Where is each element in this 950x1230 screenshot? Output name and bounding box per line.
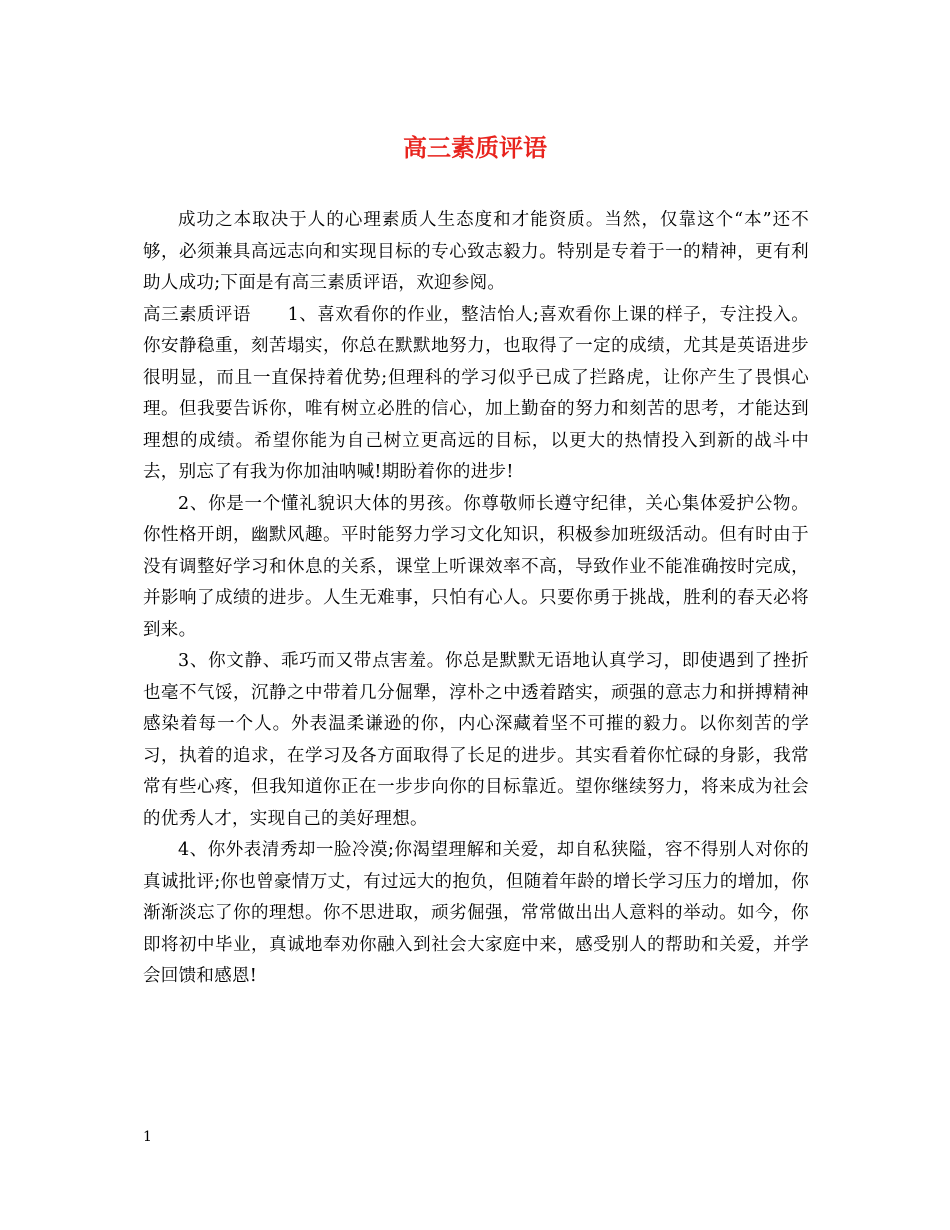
section-label: 高三素质评语: [143, 304, 251, 325]
comment-paragraph-3: 3、你文静、乖巧而又带点害羞。你总是默默无语地认真学习，即使遇到了挫折也毫不气馁，沉静之中带着几分倔犟，淳朴之中透着踏实，顽强的意志力和拼搏精神感染着每一个人。外表温柔谦逊的你，内心深藏着坚不可摧的毅力。以你刻苦的学习，执着的追求，在学习及各方面取得了长足的进步。其实看着你忙碌的身影，我常常有些心疼，但我知道你正在一步步向你的目标靠近。望你继续努力，将来成为社会的优秀人才，实现自己的美好理想。: [143, 651, 809, 829]
comment-paragraph-2: 2、你是一个懂礼貌识大体的男孩。你尊敬师长遵守纪律，关心集体爱护公物。你性格开朗，幽默风趣。平时能努力学习文化知识，积极参加班级活动。但有时由于没有调整好学习和休息的关系，课堂上听课效率不高，导致作业不能准确按时完成，并影响了成绩的进步。人生无难事，只怕有心人。只要你勇于挑战，胜利的春天必将到来。: [143, 493, 809, 640]
comment-text-1: 1、喜欢看你的作业，整洁怡人;喜欢看你上课的样子，专注投入。你安静稳重，刻苦塌实，你总在默默地努力，也取得了一定的成绩，尤其是英语进步很明显，而且一直保持着优势;但理科的学习似乎已成了拦路虎，让你产生了畏惧心理。但我要告诉你，唯有树立必胜的信心，加上勤奋的努力和刻苦的思考，才能达到理想的成绩。希望你能为自己树立更高远的目标，以更大的热情投入到新的战斗中去，别忘了有我为你加油呐喊!期盼着你的进步!: [143, 304, 809, 482]
comment-paragraph-1: [143, 300, 809, 489]
page-number: 1: [143, 1129, 152, 1145]
comment-paragraph-4: 4、你外表清秀却一脸冷漠;你渴望理解和关爱，却自私狭隘，容不得别人对你的真诚批评;你也曾豪情万丈，有过远大的抱负，但随着年龄的增长学习压力的增加，你渐渐淡忘了你的理想。你不思进取，顽劣倔强，常常做出出人意料的举动。如今，你即将初中毕业，真诚地奉劝你融入到社会大家庭中来，感受别人的帮助和关爱，并学会回馈和感恩!: [143, 840, 809, 986]
intro-paragraph: 成功之本取决于人的心理素质人生态度和才能资质。当然，仅靠这个“本”还不够，必须兼具高远志向和实现目标的专心致志毅力。特别是专着于一的精神，更有利助人成功;下面是有高三素质评语，欢迎参阅。: [143, 210, 809, 293]
document-title: 高三素质评语: [403, 133, 547, 162]
document-body: [143, 205, 809, 993]
